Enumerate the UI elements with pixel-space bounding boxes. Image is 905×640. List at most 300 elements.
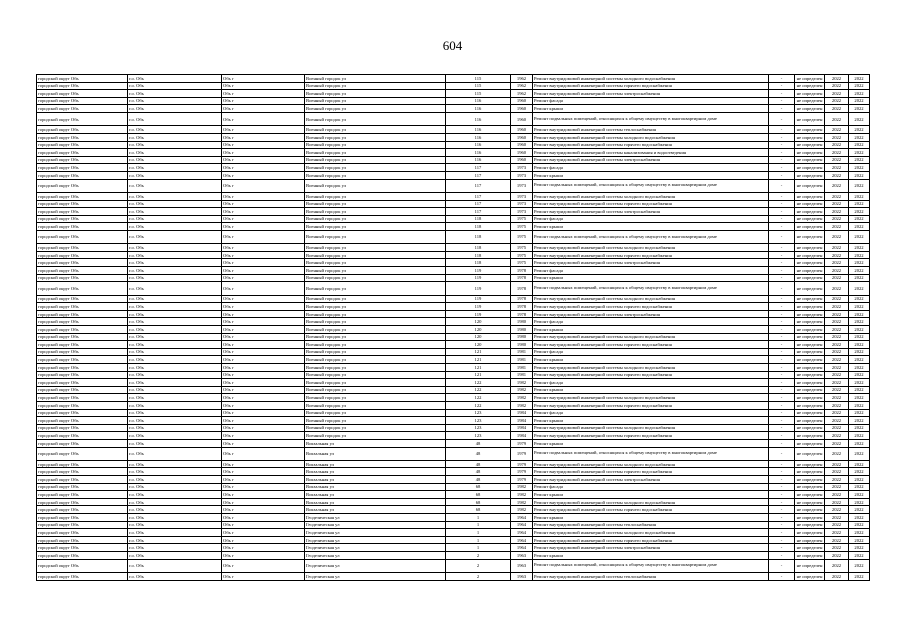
city-cell: Обь г	[222, 348, 305, 356]
city-cell: Обь г	[222, 208, 305, 216]
work-type-cell: Ремонт подвальных помещений, относящихся к общему имуществу в многоквартирном доме	[533, 112, 769, 125]
work-type-cell: Ремонт крыши	[533, 171, 769, 179]
financing-cell: не определен	[795, 75, 825, 83]
end-year-cell: 2022	[849, 424, 870, 432]
table-row	[37, 333, 870, 341]
start-year-cell: 2022	[825, 274, 849, 282]
table-row	[37, 439, 870, 447]
work-type-cell: Ремонт внутридомовой инженерной системы электроснабжения	[533, 310, 769, 318]
district-cell: городской округ Обь	[37, 483, 128, 491]
start-year-cell: 2022	[825, 149, 849, 157]
city-cell: Обь г	[222, 506, 305, 514]
work-type-cell: Ремонт подвальных помещений, относящихся к общему имуществу в многоквартирном доме	[533, 230, 769, 243]
house-number-cell: 118	[446, 251, 511, 259]
district-cell: городской округ Обь	[37, 230, 128, 243]
house-number-cell: 123	[446, 417, 511, 425]
financing-cell: не определен	[795, 552, 825, 560]
municipality-cell: г.о. Обь	[128, 295, 222, 303]
district-cell: городской округ Обь	[37, 208, 128, 216]
build-year-cell: 1960	[511, 126, 533, 134]
municipality-cell: г.о. Обь	[128, 310, 222, 318]
house-number-cell: 2	[446, 573, 511, 581]
city-cell: Обь г	[222, 544, 305, 552]
district-cell: городской округ Обь	[37, 192, 128, 200]
end-year-cell: 2022	[849, 318, 870, 326]
street-cell: Военный городок ул	[305, 303, 446, 311]
dash-cell: -	[769, 179, 795, 192]
house-number-cell: 1	[446, 536, 511, 544]
city-cell: Обь г	[222, 82, 305, 90]
table-row	[37, 401, 870, 409]
municipality-cell: г.о. Обь	[128, 274, 222, 282]
city-cell: Обь г	[222, 491, 305, 499]
street-cell: Военный городок ул	[305, 379, 446, 387]
start-year-cell: 2022	[825, 491, 849, 499]
municipality-cell: г.о. Обь	[128, 424, 222, 432]
end-year-cell: 2022	[849, 356, 870, 364]
street-cell: Военный городок ул	[305, 310, 446, 318]
table-row	[37, 363, 870, 371]
build-year-cell: 1973	[511, 164, 533, 172]
build-year-cell: 1975	[511, 259, 533, 267]
municipality-cell: г.о. Обь	[128, 223, 222, 231]
dash-cell: -	[769, 141, 795, 149]
financing-cell: не определен	[795, 171, 825, 179]
street-cell: Военный городок ул	[305, 200, 446, 208]
street-cell: Военный городок ул	[305, 341, 446, 349]
table-row	[37, 483, 870, 491]
municipality-cell: г.о. Обь	[128, 259, 222, 267]
city-cell: Обь г	[222, 244, 305, 252]
street-cell: Вокзальная ул	[305, 447, 446, 460]
end-year-cell: 2022	[849, 82, 870, 90]
street-cell: Военный городок ул	[305, 424, 446, 432]
municipality-cell: г.о. Обь	[128, 133, 222, 141]
table-body	[37, 75, 870, 581]
street-cell: Военный городок ул	[305, 112, 446, 125]
financing-cell: не определен	[795, 394, 825, 402]
street-cell: Военный городок ул	[305, 401, 446, 409]
start-year-cell: 2022	[825, 259, 849, 267]
house-number-cell: 68	[446, 506, 511, 514]
table-row	[37, 192, 870, 200]
house-number-cell: 119	[446, 310, 511, 318]
house-number-cell: 118	[446, 259, 511, 267]
dash-cell: -	[769, 259, 795, 267]
street-cell: Военный городок ул	[305, 386, 446, 394]
work-type-cell: Ремонт фасада	[533, 483, 769, 491]
house-number-cell: 117	[446, 192, 511, 200]
municipality-cell: г.о. Обь	[128, 179, 222, 192]
end-year-cell: 2022	[849, 310, 870, 318]
end-year-cell: 2022	[849, 348, 870, 356]
table-row	[37, 75, 870, 83]
house-number-cell: 118	[446, 215, 511, 223]
dash-cell: -	[769, 386, 795, 394]
house-number-cell: 116	[446, 141, 511, 149]
municipality-cell: г.о. Обь	[128, 544, 222, 552]
house-number-cell: 117	[446, 179, 511, 192]
build-year-cell: 1963	[511, 573, 533, 581]
table-row	[37, 267, 870, 275]
build-year-cell: 1978	[511, 282, 533, 295]
city-cell: Обь г	[222, 363, 305, 371]
dash-cell: -	[769, 573, 795, 581]
build-year-cell: 1984	[511, 432, 533, 440]
start-year-cell: 2022	[825, 498, 849, 506]
house-number-cell: 121	[446, 348, 511, 356]
street-cell: Военный городок ул	[305, 333, 446, 341]
build-year-cell: 1964	[511, 544, 533, 552]
build-year-cell: 1963	[511, 552, 533, 560]
table-row	[37, 379, 870, 387]
district-cell: городской округ Обь	[37, 409, 128, 417]
build-year-cell: 1973	[511, 171, 533, 179]
municipality-cell: г.о. Обь	[128, 333, 222, 341]
start-year-cell: 2022	[825, 303, 849, 311]
house-number-cell: 121	[446, 356, 511, 364]
street-cell: Военный городок ул	[305, 230, 446, 243]
end-year-cell: 2022	[849, 363, 870, 371]
build-year-cell: 1982	[511, 498, 533, 506]
street-cell: Военный городок ул	[305, 326, 446, 334]
start-year-cell: 2022	[825, 192, 849, 200]
end-year-cell: 2022	[849, 432, 870, 440]
street-cell: Геодезическая ул	[305, 536, 446, 544]
table-row	[37, 244, 870, 252]
end-year-cell: 2022	[849, 521, 870, 529]
build-year-cell: 1960	[511, 156, 533, 164]
table-row	[37, 491, 870, 499]
end-year-cell: 2022	[849, 208, 870, 216]
city-cell: Обь г	[222, 432, 305, 440]
house-number-cell: 119	[446, 267, 511, 275]
table-row	[37, 82, 870, 90]
table-row	[37, 126, 870, 134]
work-type-cell: Ремонт фасада	[533, 215, 769, 223]
table-row	[37, 506, 870, 514]
dash-cell: -	[769, 171, 795, 179]
municipality-cell: г.о. Обь	[128, 439, 222, 447]
house-number-cell: 117	[446, 208, 511, 216]
start-year-cell: 2022	[825, 310, 849, 318]
end-year-cell: 2022	[849, 251, 870, 259]
city-cell: Обь г	[222, 141, 305, 149]
city-cell: Обь г	[222, 318, 305, 326]
build-year-cell: 1964	[511, 521, 533, 529]
house-number-cell: 123	[446, 432, 511, 440]
city-cell: Обь г	[222, 529, 305, 537]
district-cell: городской округ Обь	[37, 552, 128, 560]
municipality-cell: г.о. Обь	[128, 126, 222, 134]
municipality-cell: г.о. Обь	[128, 432, 222, 440]
city-cell: Обь г	[222, 303, 305, 311]
dash-cell: -	[769, 506, 795, 514]
dash-cell: -	[769, 348, 795, 356]
end-year-cell: 2022	[849, 179, 870, 192]
start-year-cell: 2022	[825, 133, 849, 141]
build-year-cell: 1962	[511, 75, 533, 83]
house-number-cell: 48	[446, 460, 511, 468]
table-row	[37, 348, 870, 356]
build-year-cell: 1981	[511, 348, 533, 356]
table-row	[37, 90, 870, 98]
city-cell: Обь г	[222, 274, 305, 282]
house-number-cell: 121	[446, 363, 511, 371]
end-year-cell: 2022	[849, 75, 870, 83]
end-year-cell: 2022	[849, 223, 870, 231]
municipality-cell: г.о. Обь	[128, 90, 222, 98]
house-number-cell: 116	[446, 97, 511, 105]
build-year-cell: 1975	[511, 215, 533, 223]
street-cell: Военный городок ул	[305, 75, 446, 83]
house-number-cell: 1	[446, 529, 511, 537]
start-year-cell: 2022	[825, 171, 849, 179]
municipality-cell: г.о. Обь	[128, 401, 222, 409]
dash-cell: -	[769, 303, 795, 311]
start-year-cell: 2022	[825, 179, 849, 192]
work-type-cell: Ремонт внутридомовой инженерной системы холодного водоснабжения	[533, 244, 769, 252]
end-year-cell: 2022	[849, 112, 870, 125]
municipality-cell: г.о. Обь	[128, 394, 222, 402]
dash-cell: -	[769, 208, 795, 216]
build-year-cell: 1978	[511, 267, 533, 275]
district-cell: городской округ Обь	[37, 394, 128, 402]
street-cell: Военный городок ул	[305, 164, 446, 172]
municipality-cell: г.о. Обь	[128, 552, 222, 560]
build-year-cell: 1982	[511, 483, 533, 491]
municipality-cell: г.о. Обь	[128, 171, 222, 179]
city-cell: Обь г	[222, 90, 305, 98]
table-row	[37, 318, 870, 326]
municipality-cell: г.о. Обь	[128, 97, 222, 105]
dash-cell: -	[769, 82, 795, 90]
table-row	[37, 544, 870, 552]
table-row	[37, 536, 870, 544]
end-year-cell: 2022	[849, 394, 870, 402]
dash-cell: -	[769, 552, 795, 560]
district-cell: городской округ Обь	[37, 521, 128, 529]
municipality-cell: г.о. Обь	[128, 75, 222, 83]
start-year-cell: 2022	[825, 552, 849, 560]
financing-cell: не определен	[795, 295, 825, 303]
district-cell: городской округ Обь	[37, 215, 128, 223]
end-year-cell: 2022	[849, 267, 870, 275]
municipality-cell: г.о. Обь	[128, 409, 222, 417]
table-row	[37, 112, 870, 125]
city-cell: Обь г	[222, 559, 305, 572]
table-row	[37, 498, 870, 506]
work-type-cell: Ремонт внутридомовой инженерной системы теплоснабжения	[533, 521, 769, 529]
city-cell: Обь г	[222, 468, 305, 476]
district-cell: городской округ Обь	[37, 559, 128, 572]
start-year-cell: 2022	[825, 460, 849, 468]
table-row	[37, 105, 870, 113]
end-year-cell: 2022	[849, 164, 870, 172]
house-number-cell: 1	[446, 544, 511, 552]
dash-cell: -	[769, 97, 795, 105]
start-year-cell: 2022	[825, 544, 849, 552]
table-row	[37, 141, 870, 149]
district-cell: городской округ Обь	[37, 318, 128, 326]
street-cell: Военный городок ул	[305, 295, 446, 303]
end-year-cell: 2022	[849, 133, 870, 141]
dash-cell: -	[769, 460, 795, 468]
work-type-cell: Ремонт внутридомовой инженерной системы горячего водоснабжения	[533, 371, 769, 379]
work-type-cell: Ремонт внутридомовой инженерной системы горячего водоснабжения	[533, 506, 769, 514]
dash-cell: -	[769, 295, 795, 303]
build-year-cell: 1982	[511, 401, 533, 409]
financing-cell: не определен	[795, 536, 825, 544]
city-cell: Обь г	[222, 379, 305, 387]
work-type-cell: Ремонт внутридомовой инженерной системы горячего водоснабжения	[533, 141, 769, 149]
dash-cell: -	[769, 401, 795, 409]
house-number-cell: 122	[446, 401, 511, 409]
dash-cell: -	[769, 90, 795, 98]
build-year-cell: 1979	[511, 476, 533, 484]
city-cell: Обь г	[222, 156, 305, 164]
work-type-cell: Ремонт крыши	[533, 386, 769, 394]
table-row	[37, 447, 870, 460]
dash-cell: -	[769, 394, 795, 402]
build-year-cell: 1962	[511, 90, 533, 98]
end-year-cell: 2022	[849, 141, 870, 149]
house-number-cell: 115	[446, 82, 511, 90]
district-cell: городской округ Обь	[37, 133, 128, 141]
financing-cell: не определен	[795, 356, 825, 364]
page-number: 604	[442, 38, 463, 53]
street-cell: Военный городок ул	[305, 208, 446, 216]
city-cell: Обь г	[222, 326, 305, 334]
table-row	[37, 476, 870, 484]
build-year-cell: 1960	[511, 141, 533, 149]
table-row	[37, 552, 870, 560]
start-year-cell: 2022	[825, 82, 849, 90]
work-type-cell: Ремонт внутридомовой инженерной системы холодного водоснабжения	[533, 295, 769, 303]
start-year-cell: 2022	[825, 439, 849, 447]
financing-cell: не определен	[795, 521, 825, 529]
build-year-cell: 1980	[511, 333, 533, 341]
financing-cell: не определен	[795, 156, 825, 164]
financing-cell: не определен	[795, 514, 825, 522]
street-cell: Вокзальная ул	[305, 460, 446, 468]
dash-cell: -	[769, 200, 795, 208]
street-cell: Военный городок ул	[305, 432, 446, 440]
dash-cell: -	[769, 521, 795, 529]
house-number-cell: 120	[446, 318, 511, 326]
build-year-cell: 1979	[511, 460, 533, 468]
street-cell: Военный городок ул	[305, 417, 446, 425]
end-year-cell: 2022	[849, 559, 870, 572]
district-cell: городской округ Обь	[37, 498, 128, 506]
work-type-cell: Ремонт внутридомовой инженерной системы теплоснабжения	[533, 573, 769, 581]
financing-cell: не определен	[795, 200, 825, 208]
city-cell: Обь г	[222, 356, 305, 364]
start-year-cell: 2022	[825, 432, 849, 440]
start-year-cell: 2022	[825, 483, 849, 491]
street-cell: Военный городок ул	[305, 363, 446, 371]
table-row	[37, 223, 870, 231]
build-year-cell: 1975	[511, 251, 533, 259]
build-year-cell: 1960	[511, 133, 533, 141]
city-cell: Обь г	[222, 401, 305, 409]
build-year-cell: 1984	[511, 409, 533, 417]
end-year-cell: 2022	[849, 156, 870, 164]
work-type-cell: Ремонт фасада	[533, 318, 769, 326]
end-year-cell: 2022	[849, 171, 870, 179]
build-year-cell: 1980	[511, 326, 533, 334]
municipality-cell: г.о. Обь	[128, 112, 222, 125]
city-cell: Обь г	[222, 164, 305, 172]
street-cell: Геодезическая ул	[305, 552, 446, 560]
start-year-cell: 2022	[825, 90, 849, 98]
financing-cell: не определен	[795, 341, 825, 349]
district-cell: городской округ Обь	[37, 424, 128, 432]
work-type-cell: Ремонт внутридомовой инженерной системы электроснабжения	[533, 476, 769, 484]
work-type-cell: Ремонт внутридомовой инженерной системы холодного водоснабжения	[533, 363, 769, 371]
work-type-cell: Ремонт внутридомовой инженерной системы горячего водоснабжения	[533, 432, 769, 440]
district-cell: городской округ Обь	[37, 82, 128, 90]
dash-cell: -	[769, 371, 795, 379]
municipality-cell: г.о. Обь	[128, 491, 222, 499]
build-year-cell: 1982	[511, 491, 533, 499]
house-number-cell: 48	[446, 447, 511, 460]
house-number-cell: 1	[446, 514, 511, 522]
build-year-cell: 1978	[511, 303, 533, 311]
dash-cell: -	[769, 356, 795, 364]
municipality-cell: г.о. Обь	[128, 498, 222, 506]
table-row	[37, 529, 870, 537]
financing-cell: не определен	[795, 141, 825, 149]
city-cell: Обь г	[222, 424, 305, 432]
table-row	[37, 133, 870, 141]
build-year-cell: 1984	[511, 417, 533, 425]
dash-cell: -	[769, 363, 795, 371]
start-year-cell: 2022	[825, 348, 849, 356]
dash-cell: -	[769, 267, 795, 275]
financing-cell: не определен	[795, 573, 825, 581]
start-year-cell: 2022	[825, 363, 849, 371]
financing-cell: не определен	[795, 468, 825, 476]
end-year-cell: 2022	[849, 200, 870, 208]
financing-cell: не определен	[795, 112, 825, 125]
start-year-cell: 2022	[825, 97, 849, 105]
city-cell: Обь г	[222, 439, 305, 447]
street-cell: Военный городок ул	[305, 259, 446, 267]
table-row	[37, 303, 870, 311]
end-year-cell: 2022	[849, 498, 870, 506]
build-year-cell: 1963	[511, 559, 533, 572]
work-type-cell: Ремонт фасада	[533, 409, 769, 417]
end-year-cell: 2022	[849, 552, 870, 560]
start-year-cell: 2022	[825, 318, 849, 326]
house-number-cell: 116	[446, 149, 511, 157]
city-cell: Обь г	[222, 223, 305, 231]
street-cell: Военный городок ул	[305, 192, 446, 200]
municipality-cell: г.о. Обь	[128, 141, 222, 149]
municipality-cell: г.о. Обь	[128, 521, 222, 529]
municipality-cell: г.о. Обь	[128, 514, 222, 522]
end-year-cell: 2022	[849, 333, 870, 341]
municipality-cell: г.о. Обь	[128, 251, 222, 259]
end-year-cell: 2022	[849, 439, 870, 447]
street-cell: Военный городок ул	[305, 215, 446, 223]
financing-cell: не определен	[795, 491, 825, 499]
work-type-cell: Ремонт фасада	[533, 164, 769, 172]
municipality-cell: г.о. Обь	[128, 371, 222, 379]
start-year-cell: 2022	[825, 468, 849, 476]
build-year-cell: 1979	[511, 439, 533, 447]
